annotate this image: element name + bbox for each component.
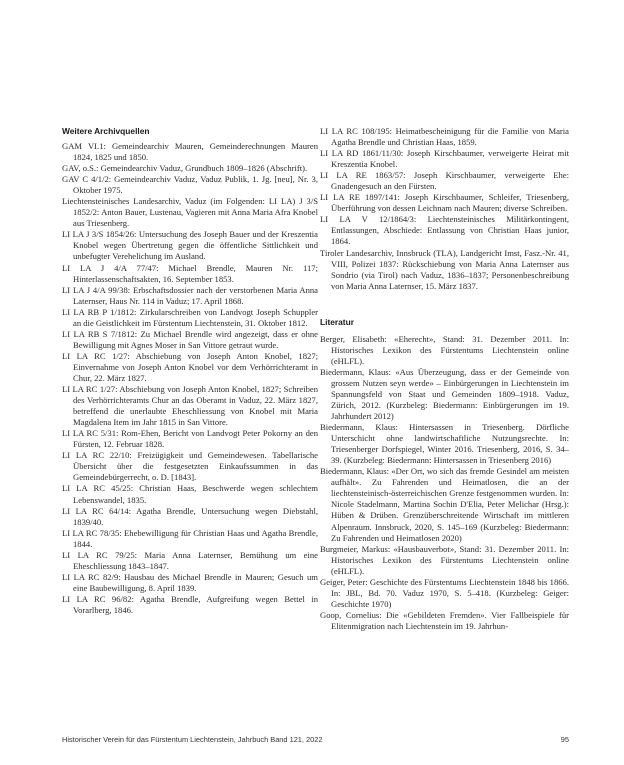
list-item: Biedermann, Klaus: «Der Ort, wo sich das fremde Gesindel am meisten aufhält». Zu Fahrenden und Heimatlosen, die an der liechtensteinisch-österreichischen Grenze festgenommen wurden. In: Nicole Stadelmann, Martina Sochin D'Elia, Peter Melichar (Hrsg.): Hüben & Drüben. Grenzüberschreitende Wirtschaft im mittleren Alpenraum. Innsbruck, 2020, S. 145–169 (Kurzbeleg: Biedermann: Zu Fahrenden und Heimatlosen 2020)	[320, 466, 569, 543]
list-item: LI LA RC 96/82: Agatha Brendle, Aufgreifung wegen Bettel in Vorarlberg, 1846.	[62, 593, 318, 615]
list-item: Biedermann, Klaus: «Aus Überzeugung, dass er der Gemeinde von grossem Nutzen seyn werde» – Einbürgerungen in Liechtenstein im Spannungsfeld von Staat und Gemeinden 1809–1918. Vaduz, Zürich, 2012. (Kurzbeleg: Biedermann: Einbürgerungen im 19. Jahrhundert 2012)	[320, 366, 569, 422]
list-item: GAM VI.1: Gemeindearchiv Mauren, Gemeinderechnungen Mauren 1824, 1825 und 1850.	[62, 141, 318, 163]
list-item: Berger, Elisabeth: «Eherecht», Stand: 31. Dezember 2011. In: Historisches Lexikon des Fürstentums Liechtenstein online (eHLFL).	[320, 333, 569, 366]
section-heading-literature: Literatur	[320, 316, 354, 327]
archive-list	[62, 141, 318, 616]
list-item: LI LA RE 1897/141: Joseph Kirschbaumer, Schleifer, Triesenberg, Überführung von dessen Leichnam nach Mauren; diverse Schreiben.	[320, 192, 569, 214]
list-item: LI LA RD 1861/11/30: Joseph Kirschbaumer, verweigerte Heirat mit Kreszentia Knobel.	[320, 148, 569, 170]
footer-text: Historischer Verein für das Fürstentum Liechtenstein, Jahrbuch Band 121, 2022	[62, 735, 323, 744]
list-item: LI LA RC 1/27: Abschiebung von Joseph Anton Knobel, 1827; Schreiben des Verhörrichteramts Chur an das Oberamt in Vaduz, 22. März 1827, betreffend die unerlaubte Eheschliessung von Knobel mit Maria Magdalena Item im Jahr 1815 in San Vittore.	[62, 384, 318, 428]
archive-list-continued	[320, 126, 569, 292]
list-item: LI LA J 4/A 77/47: Michael Brendle, Mauren Nr. 117; Hinterlassenschaftsakten, 16. September 1853.	[62, 262, 318, 284]
list-item: Tiroler Landesarchiv, Innsbruck (TLA), Landgericht Imst, Fasz.-Nr. 41, VIII, Polizei 1837: Rückschiebung von Maria Anna Laternser aus Sondrio (via Tirol) nach Vaduz, 1836–1837; Personenbeschreibung von Maria Anna Laternser, 15. März 1837.	[320, 247, 569, 291]
list-item: LI LA RC 82/9: Hausbau des Michael Brendle in Mauren; Gesuch um eine Baubewilligung, 8. April 1839.	[62, 571, 318, 593]
list-item: Geiger, Peter: Geschichte des Fürstentums Liechtenstein 1848 bis 1866. In: JBL, Bd. 70. Vaduz 1970, S. 5–418. (Kurzbeleg: Geiger: Geschichte 1970)	[320, 576, 569, 609]
right-column	[320, 126, 569, 632]
list-item: LI LA J 4/A 99/38: Erbschaftsdossier nach der verstorbenen Maria Anna Laternser, Haus Nr. 114 in Vaduz; 17. April 1868.	[62, 284, 318, 306]
list-item: Liechtensteinisches Landesarchiv, Vaduz (im Folgenden: LI LA) J 3/S 1852/2: Anton Bauer, Lustenau, Vagieren mit Anna Maria Afra Knobel aus Triesenberg.	[62, 196, 318, 229]
section-heading-archives: Weitere Archivquellen	[62, 126, 150, 136]
list-item: LI LA V 12/1864/3: Liechtensteinisches Militärkontingent, Entlassungen, Abschiede: Entlassung von Christian Haas junior, 1864.	[320, 214, 569, 247]
list-item: LI LA RC 79/25: Maria Anna Laternser, Bemühung um eine Eheschliessung 1843–1847.	[62, 549, 318, 571]
list-item: GAV C 4/1/2: Gemeindearchiv Vaduz, Vaduz Publik, 1. Jg. [neu], Nr. 3, Oktober 1975.	[62, 174, 318, 196]
list-item: LI LA RC 22/10: Freizügigkeit und Gemeindewesen. Tabellarische Übersicht über die festgesetzten Einkaufssummen in das Gemeindebürgerrecht, o. D. [1843].	[62, 450, 318, 483]
literature-list	[320, 334, 569, 632]
list-item: Biedermann, Klaus: Hintersassen in Triesenberg. Dörfliche Unterschicht ohne landwirtschaftliche Nutzungsrechte. In: Triesenberger Dorfspiegel, Winter 2016. Triesenberg, 2016, S. 34–39. (Kurzbeleg: Biedermann: Hintersassen in Triesenberg 2016)	[320, 422, 569, 466]
list-item: LI LA RE 1863/57: Joseph Kirschbaumer, verweigerte Ehe: Gnadengesuch an den Fürsten.	[320, 170, 569, 192]
left-column	[62, 126, 318, 616]
list-item: LI LA RC 5/31: Rom-Ehen, Bericht von Landvogt Peter Pokorny an den Fürsten, 12. Februar 1828.	[62, 428, 318, 450]
page-number: 95	[560, 735, 569, 744]
list-item: LI LA RB S 7/1812: Zu Michael Brendle wird angezeigt, dass er ohne Bewilligung mit Agnes Moser in San Vittore getraut wurde.	[62, 328, 318, 350]
list-item: LI LA RC 45/25: Christian Haas, Beschwerde wegen schlechtem Lebenswandel, 1835.	[62, 483, 318, 505]
list-item: LI LA RC 64/14: Agatha Brendle, Untersuchung wegen Diebstahl, 1839/40.	[62, 505, 318, 527]
list-item: LI LA RB P 1/1812: Zirkularschreiben von Landvogt Joseph Schuppler an die Geistlichkeit im Fürstentum Liechtenstein, 31. Oktober 1812.	[62, 306, 318, 328]
list-item: LI LA RC 1/27: Abschiebung von Joseph Anton Knobel, 1827; Einvernahme von Joseph Anton Knobel vor dem Verhörrichteramt in Chur, 22. März 1827.	[62, 350, 318, 383]
list-item: LI LA J 3/S 1854/26: Untersuchung des Joseph Bauer und der Kreszentia Knobel wegen Übertretung gegen die öffentliche Sittlichkeit und unbefugter Verehelichung im Ausland.	[62, 229, 318, 262]
list-item: LI LA RC 78/35: Ehebewilligung für Christian Haas und Agatha Brendle, 1844.	[62, 527, 318, 549]
list-item: LI LA RC 108/195: Heimatbescheinigung für die Familie von Maria Agatha Brendle und Christian Haas, 1859.	[320, 126, 569, 148]
page-footer	[62, 735, 569, 744]
list-item: Goop, Cornelius: Die «Gebildeten Fremden». Vier Fallbeispiele für Elitenmigration nach Liechtenstein im 19. Jahrhun-	[320, 609, 569, 631]
list-item: GAV, o.S.: Gemeindearchiv Vaduz, Grundbuch 1809–1826 (Abschrift).	[62, 163, 308, 174]
list-item: Burgmeier, Markus: «Hausbauverbot», Stand: 31. Dezember 2011. In: Historisches Lexikon des Fürstentums Liechtenstein online (eHLFL).	[320, 543, 569, 576]
